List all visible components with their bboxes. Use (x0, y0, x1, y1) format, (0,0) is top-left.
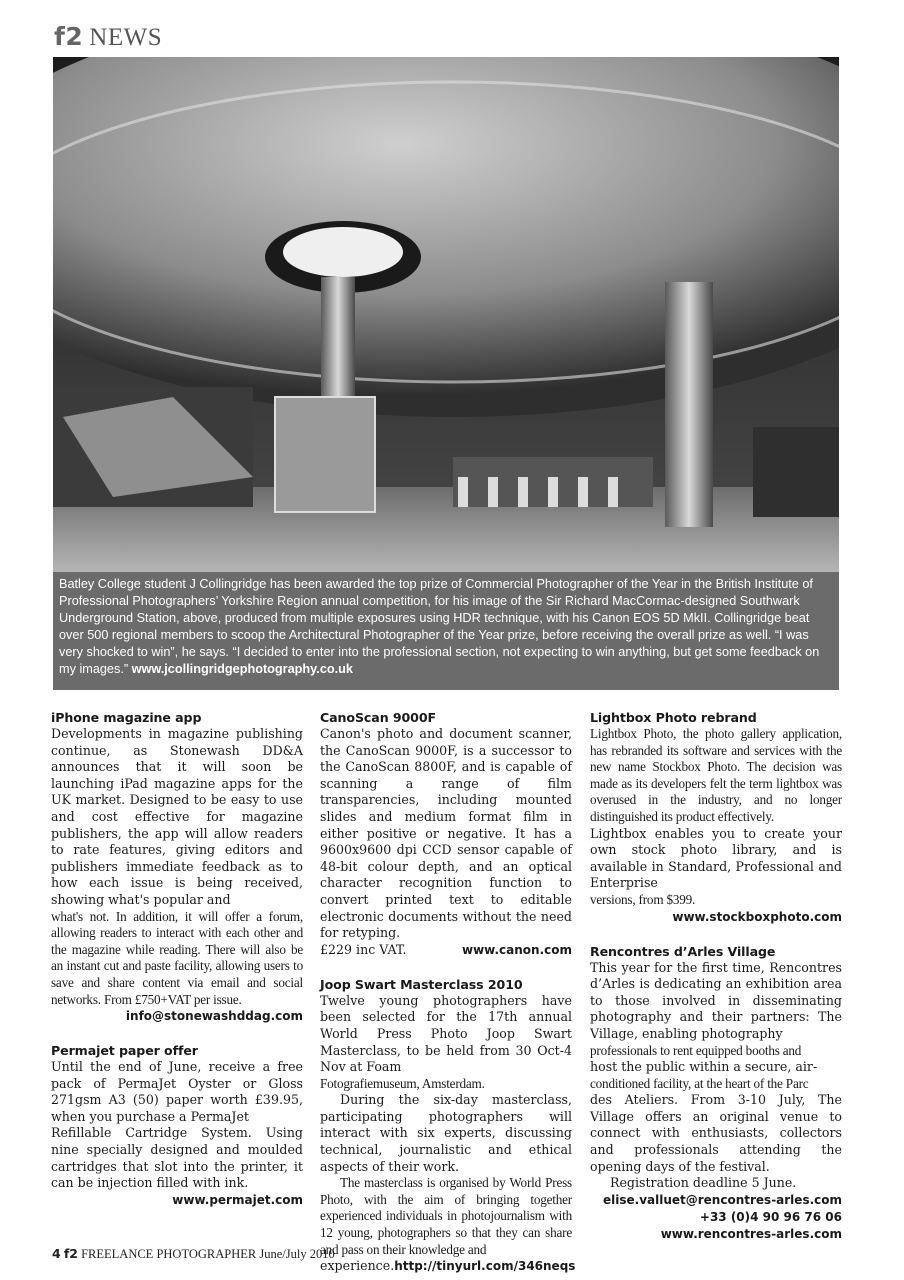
article-body-joop-d: The masterclass is organised by World Press Photo, with the aim of bringing together experienced individuals in photojournalism with 12 young, photographers so that they can share and pass on their knowledge and (320, 1175, 572, 1257)
article-body-joop-c: During the six-day masterclass, participating photographers will interact with six experts, discussing technical, journalistic and ethical aspects of their work. (320, 1092, 572, 1174)
contact-lightbox[interactable]: www.stockboxphoto.com (672, 909, 842, 924)
underground-station-illustration (53, 57, 839, 572)
article-title-permajet: Permajet paper offer (51, 1043, 198, 1059)
article-title-canoscan: CanoScan 9000F (320, 710, 436, 725)
article-title-iphone: iPhone magazine app (51, 710, 202, 725)
page-footer (52, 1246, 335, 1262)
article-body-lightbox-c: versions, from $399. (590, 891, 696, 907)
column-3 (590, 710, 842, 1243)
article-body-canoscan: Canon's photo and document scanner, the CanoScan 9000F, is a successor to the CanoScan 8800F, and is capable of scanning a range of film transparencies, including mounted slides and medium format film in either positive or negative. It has a 9600x9600 dpi CCD sensor capable of 48-bit colour depth, and an optical character recognition function to convert printed text to editable electronic documents without the need for retyping. (320, 726, 572, 941)
caption-link[interactable]: www.jcollingridgephotography.co.uk (131, 662, 353, 677)
article-body-arles-b: professionals to rent equipped booths and (590, 1042, 802, 1058)
footer-text: FREELANCE PHOTOGRAPHER June/July 2010 (81, 1247, 335, 1261)
contact-iphone[interactable]: info@stonewashddag.com (125, 1009, 303, 1024)
contact-permajet[interactable]: www.permajet.com (172, 1192, 303, 1207)
article-title-joop: Joop Swart Masterclass 2010 (320, 976, 523, 992)
section-title: NEWS (89, 24, 163, 51)
article-body-arles-c: host the public within a secure, air- (590, 1059, 818, 1075)
station-photo (53, 57, 839, 572)
article-body-iphone: Developments in magazine publishing continue, as Stonewash DD&A announces that it will soon be launching iPad magazine apps for the UK market. Designed to be easy to use and cost effective for magazine publishers, the app will allow readers to rate features, giving editors and publishers immediate feedback as to how each issue is being received, showing what's popular and (51, 726, 303, 907)
article-body-permajet-cont: Refillable Cartridge System. Using nine specially designed and moulded cartridges that slot into the printer, it can be injection filled with ink. (51, 1125, 303, 1191)
contact-arles-web[interactable]: www.rencontres-arles.com (660, 1226, 842, 1241)
footer-brand: f2 (63, 1246, 78, 1261)
article-body-arles: This year for the first time, Rencontres d’Arles is dedicating an exhibition area to those involved in disseminating photography and their partners: The Village, enabling photography (590, 959, 842, 1041)
contact-canoscan[interactable]: www.canon.com (461, 942, 572, 957)
article-body-joop-b: Fotografiemuseum, Amsterdam. (320, 1075, 485, 1091)
brand-logo: f2 (54, 22, 84, 51)
caption-text: Batley College student J Collingridge has been awarded the top prize of Commercial Photographer of the Year in the British Institute of Professional Photographers’ Yorkshire Region annual competition, for his image of the Sir Richard MacCormac-designed Southwark Underground Station, above, produced from multiple exposures using HDR technique, with his Canon EOS 5D MkII. Collingridge beat over 500 regional members to scoop the Architectural Photographer of the Year prize, before receiving the overall prize as well. “I was very shocked to win”, he says. “I decided to enter into the professional section, not expecting to win anything, but get some feedback on my images.” (59, 577, 820, 677)
article-body-joop: Twelve young photographers have been selected for the 17th annual World Press Photo Joop Swart Masterclass, to be held from 30 Oct-4 Nov at Foam (320, 992, 572, 1075)
photo-caption (53, 572, 839, 690)
contact-arles-email[interactable]: elise.valluet@rencontres-arles.com (602, 1192, 842, 1207)
contact-joop[interactable]: http://tinyurl.com/346neqs (394, 1259, 576, 1274)
page-number: 4 (52, 1246, 61, 1261)
article-body-lightbox-b: Lightbox enables you to create your own stock photo library, and is available in Standard, Professional and Enterprise (590, 825, 842, 891)
column-1 (51, 710, 303, 1209)
article-body-permajet: Until the end of June, receive a free pack of PermaJet Oyster or Gloss 271gsm A3 (50) paper worth £39.95, when you purchase a PermaJet (51, 1059, 303, 1124)
price-canoscan: £229 inc VAT. (320, 941, 407, 957)
last-word-joop: experience. (320, 1258, 395, 1274)
page-header (54, 22, 162, 52)
article-body-arles-e: des Ateliers. From 3-10 July, The Village offers an original venue to connect with enthusiasts, collectors and professionals attending the opening days of the festival. (590, 1092, 842, 1174)
article-body-lightbox: Lightbox Photo, the photo gallery application, has rebranded its software and services with the new name Stockbox Photo. The decision was made as its developers felt the term lightbox was overused in the industry, and no longer distinguished its product effectively. (590, 726, 842, 824)
article-title-lightbox: Lightbox Photo rebrand (590, 710, 757, 725)
arles-deadline: Registration deadline 5 June. (610, 1175, 797, 1191)
column-2 (320, 710, 576, 1275)
article-body-iphone-cont: what's not. In addition, it will offer a forum, allowing readers to interact with each other and the magazine while reading. There will also be an instant cut and paste facility, allowing users to save and share content via email and social networks. From £750+VAT per issue. (51, 908, 303, 1007)
contact-arles-phone: +33 (0)4 90 96 76 06 (699, 1209, 842, 1224)
article-body-arles-d: conditioned facility, at the heart of the Parc (590, 1075, 809, 1091)
article-title-arles: Rencontres d’Arles Village (590, 943, 776, 959)
